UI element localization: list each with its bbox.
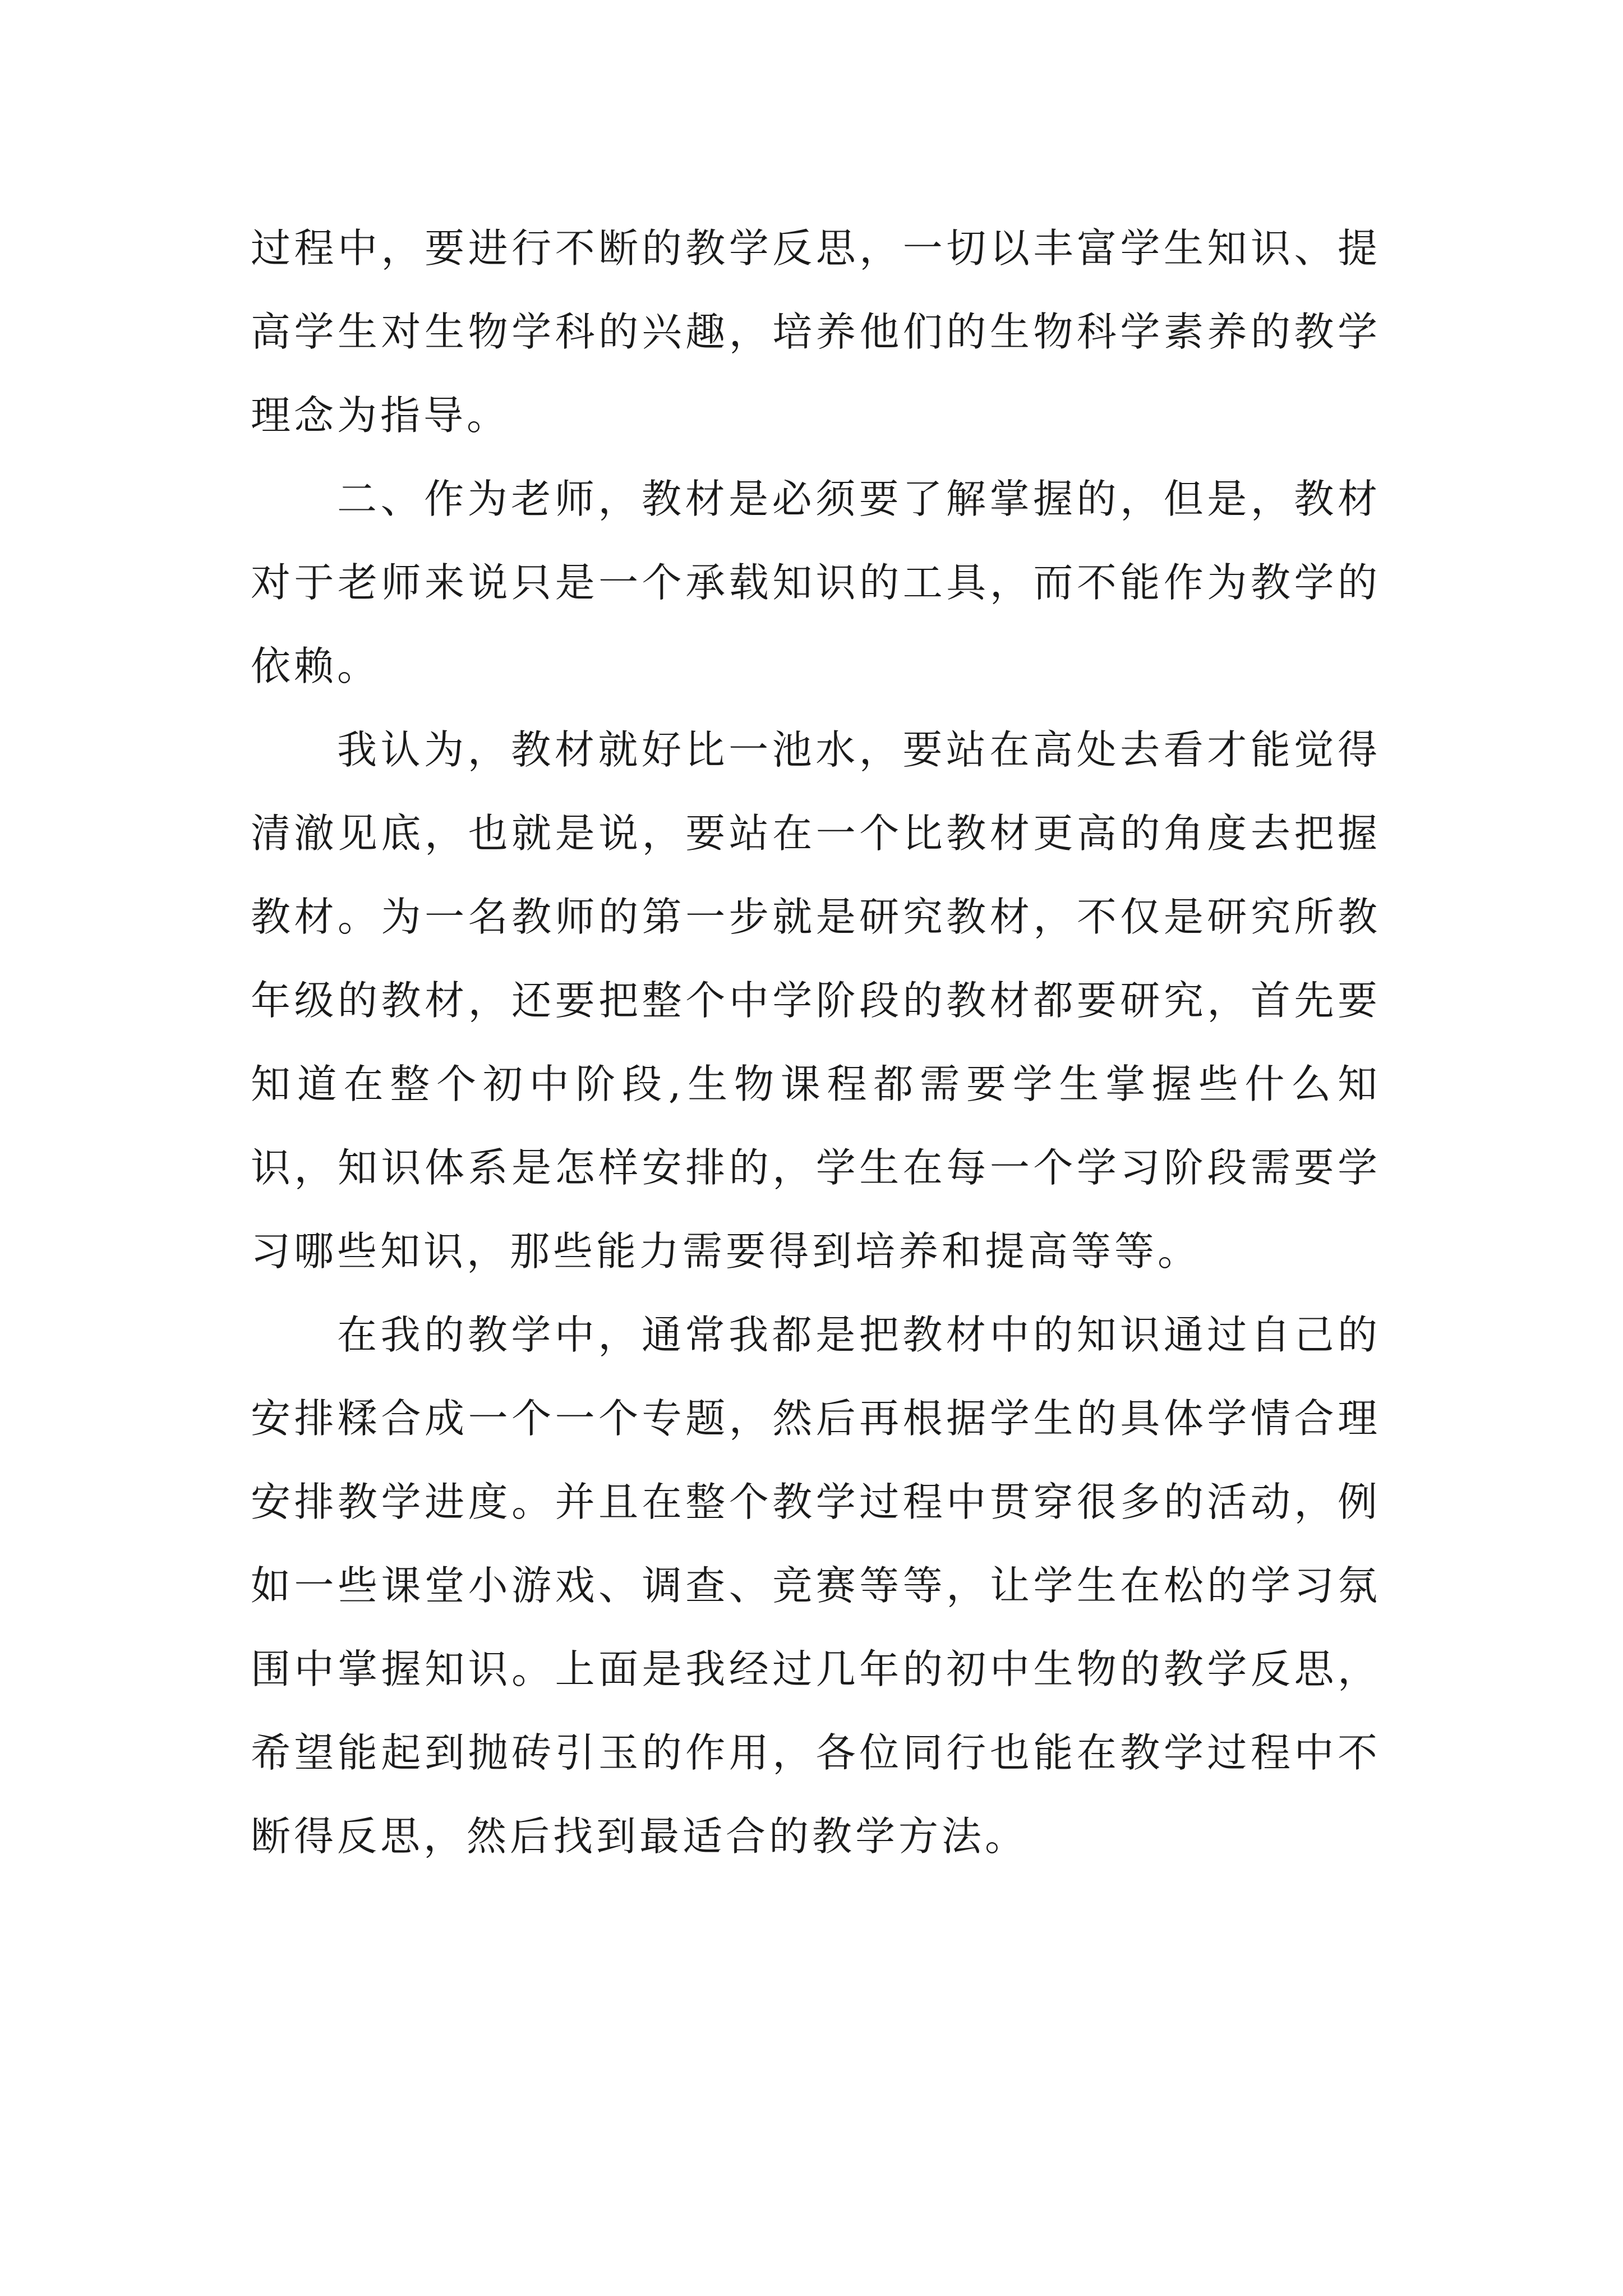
paragraph-textbook-view: 我认为，教材就好比一池水，要站在高处去看才能觉得清澈见底，也就是说，要站在一个比教材更高的角度去把握教材。为一名教师的第一步就是研究教材，不仅是研究所教年级的教材，还要把整个中学阶段的教材都要研究，首先要知道在整个初中阶段,生物课程都需要学生掌握些什么知识，知识体系是怎样安排的，学生在每一个学习阶段需要学习哪些知识，那些能力需要得到培养和提高等等。 xyxy=(251,726,1381,1274)
paragraph-continuation: 过程中，要进行不断的教学反思，一切以丰富学生知识、提高学生对生物学科的兴趣，培养他们的生物科学素养的教学理念为指导。 xyxy=(251,225,1381,439)
paragraph-teaching-practice: 在我的教学中，通常我都是把教材中的知识通过自己的安排糅合成一个一个专题，然后再根据学生的具体学情合理安排教学进度。并且在整个教学过程中贯穿很多的活动，例如一些课堂小游戏、调查、竞赛等等，让学生在松的学习氛围中掌握知识。上面是我经过几年的初中生物的教学反思，希望能起到抛砖引玉的作用，各位同行也能在教学过程中不断得反思，然后找到最适合的教学方法。 xyxy=(251,1312,1381,1860)
body-text xyxy=(251,206,1381,1878)
paragraph-section-two: 二、作为老师，教材是必须要了解掌握的，但是，教材对于老师来说只是一个承载知识的工具，而不能作为教学的依赖。 xyxy=(251,476,1381,689)
